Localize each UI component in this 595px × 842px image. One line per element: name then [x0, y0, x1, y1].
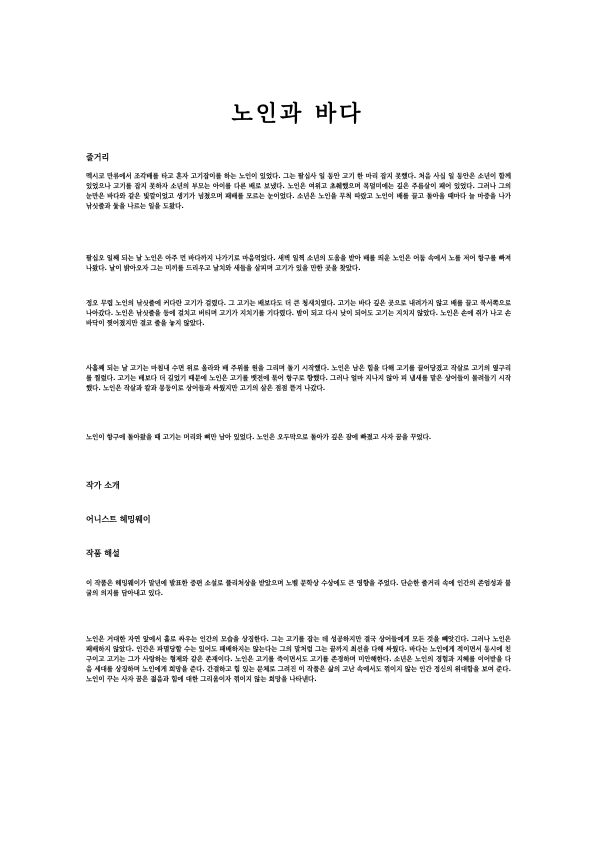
- paragraph-1: 멕시코 만류에서 조각배를 타고 혼자 고기잡이를 하는 노인이 있었다. 그는 팔십사 일 동안 고기 한 마리 잡지 못했다. 처음 사십 일 동안은 소년이 함께 있었으나 고기를 잡지 못하자 소년의 부모는 아이를 다른 배로 보냈다. 노인은 여위고 초췌했으며 목덜미에는 깊은 주름살이 패어 있었다. 그러나 그의 눈만은 바다와 같은 빛깔이었고 생기가 넘쳤으며 패배를 모르는 눈이었다. 소년은 노인을 무척 따랐고 노인이 배를 끌고 돌아올 때마다 늘 마중을 나가 낚싯줄과 돛을 나르는 일을 도왔다.: [86, 172, 511, 210]
- document-title: 노인과 바다: [231, 101, 364, 127]
- paragraph-5: 노인이 항구에 돌아왔을 때 고기는 머리와 뼈만 남아 있었다. 노인은 오두막으로 돌아가 깊은 잠에 빠졌고 사자 꿈을 꾸었다.: [86, 433, 432, 441]
- author-name: 어니스트 헤밍웨이: [86, 515, 151, 524]
- paragraph-2: 팔십오 일째 되는 날 노인은 아주 먼 바다까지 나가기로 마음먹었다. 새벽 일찍 소년의 도움을 받아 배를 띄운 노인은 어둠 속에서 노를 저어 항구를 빠져나왔다. 날이 밝아오자 그는 미끼를 드리우고 날치와 새들을 살피며 고기가 있을 만한 곳을 찾았다.: [86, 254, 511, 272]
- paragraph-6: 이 작품은 헤밍웨이가 말년에 발표한 중편 소설로 퓰리처상을 받았으며 노벨 문학상 수상에도 큰 영향을 주었다. 단순한 줄거리 속에 인간의 존엄성과 불굴의 의지를 담아내고 있다.: [86, 579, 511, 597]
- paragraph-3: 정오 무렵 노인의 낚싯줄에 커다란 고기가 걸렸다. 그 고기는 배보다도 더 큰 청새치였다. 고기는 바다 깊은 곳으로 내려가지 않고 배를 끌고 북서쪽으로 나아갔다. 노인은 낚싯줄을 등에 걸치고 버티며 고기가 지치기를 기다렸다. 밤이 되고 다시 낮이 되어도 고기는 지치지 않았다. 노인은 손에 쥐가 나고 손바닥이 찢어졌지만 결코 줄을 놓지 않았다.: [86, 299, 511, 327]
- paragraph-4: 사흘째 되는 날 고기는 마침내 수면 위로 올라와 배 주위를 원을 그리며 돌기 시작했다. 노인은 남은 힘을 다해 고기를 끌어당겼고 작살로 고기의 옆구리를 찔렀다. 고기는 배보다 더 길었기 때문에 노인은 고기를 뱃전에 묶어 항구로 향했다. 그러나 얼마 지나지 않아 피 냄새를 맡은 상어들이 몰려들기 시작했다. 노인은 작살과 칼과 몽둥이로 상어들과 싸웠지만 고기의 살은 점점 뜯겨 나갔다.: [86, 364, 511, 392]
- section-heading-commentary: 작품 해설: [86, 549, 120, 558]
- paragraph-7: 노인은 거대한 자연 앞에서 홀로 싸우는 인간의 모습을 상징한다. 그는 고기를 잡는 데 성공하지만 결국 상어들에게 모든 것을 빼앗긴다. 그러나 노인은 패배하지 않았다. 인간은 파멸당할 수는 있어도 패배하지는 않는다는 그의 말처럼 그는 끝까지 최선을 다해 싸웠다. 바다는 노인에게 적이면서 동시에 친구이고 고기는 그가 사랑하는 형제와 같은 존재이다. 노인은 고기를 죽이면서도 고기를 존경하며 미안해한다. 소년은 노인의 경험과 지혜를 이어받을 다음 세대를 상징하며 노인에게 희망을 준다. 간결하고 힘 있는 문체로 그려진 이 작품은 삶의 고난 속에서도 꺾이지 않는 인간 정신의 위대함을 보여 준다. 노인이 꾸는 사자 꿈은 젊음과 힘에 대한 그리움이자 꺾이지 않는 희망을 나타낸다.: [86, 635, 511, 683]
- section-heading-summary: 줄거리: [86, 153, 110, 162]
- section-heading-author: 작가 소개: [86, 481, 120, 490]
